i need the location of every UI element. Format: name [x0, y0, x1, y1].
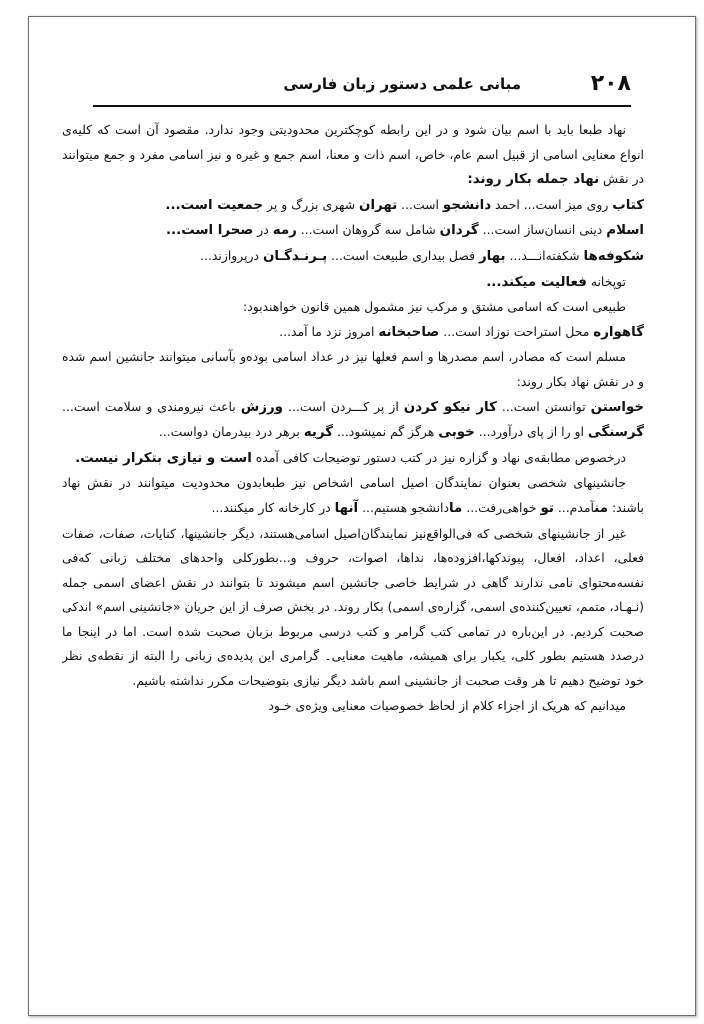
bold-term: گاهواره — [593, 324, 644, 340]
bold-term: نهاد جمله بکار روند: — [467, 172, 600, 188]
bold-term: خوبی — [438, 425, 475, 441]
bold-term: پـرنـدگـان — [263, 248, 328, 264]
paragraph — [62, 471, 644, 521]
bold-term: کتاب — [612, 197, 644, 213]
page-header — [93, 65, 631, 107]
running-title: مبانی علمی دستور زبان فارسی — [283, 75, 521, 93]
text-segment: نهاد طبعا باید با اسم بیان شود و در این رابطه کوچکترین محدودیتی وجود ندارد. مقصود آن است که کلیه‌ی انواع معنایی اسامی از قبیل اسم عام، خاص، اسم ذات و معنا، اسم جمع و غیره و نیز اسامی مفرد و جمع میتوانند در نقش — [62, 122, 644, 187]
body-text — [62, 118, 644, 988]
text-segment: مسلم است که مصادر، اسم مصدرها و اسم فعلها نیز در عداد اسامی بوده‌و بآسانی میتوانند جانشین اسم شده و در نقش نهاد بکار روند: — [62, 349, 644, 389]
bold-term: صحرا است... — [165, 223, 254, 239]
text-segment: امروز نزد ما آمد... — [279, 323, 379, 339]
bold-term: است و نیازی بتکرار نیست. — [75, 450, 252, 466]
text-segment: است... — [397, 196, 443, 212]
paragraph — [62, 694, 644, 719]
text-segment: دینی انسان‌ساز است... — [478, 222, 607, 238]
bold-term: آنها — [334, 500, 359, 516]
bold-term: تهران — [359, 197, 398, 213]
bold-term: فعالیت میکند... — [486, 274, 587, 290]
text-segment: دانشجو هستیم... — [358, 499, 450, 515]
text-segment: درخصوص مطابقه‌ی نهاد و گزاره نیز در کتب دستور توضیحات کافی آمده — [251, 449, 626, 465]
paragraph — [62, 118, 644, 193]
example-line — [62, 218, 644, 244]
text-segment: برهر درد بیدرمان دواست... — [158, 424, 304, 440]
text-segment: روی میز است... احمد — [491, 196, 613, 212]
bold-term: ورزش — [240, 399, 283, 415]
text-segment: فصل بیداری طبیعت است... — [327, 247, 479, 263]
text-segment: درپروازند... — [200, 247, 263, 263]
example-line — [62, 193, 644, 219]
text-segment: در — [253, 222, 273, 238]
text-segment: توانستن است... — [496, 398, 591, 414]
bold-term: دانشجو — [442, 197, 492, 213]
text-segment: جانشینهای شخصی بعنوان نمایندگان اصیل اسامی اشخاص نیز طبعابدون محدودیت میتوانند در نقش نهاد باشند: — [62, 475, 644, 515]
bold-term: صاحبخانه — [378, 324, 440, 340]
bold-term: رمه — [272, 223, 297, 239]
text-segment: شکفته‌انـــد... — [505, 247, 584, 263]
bold-term: شکوفه‌ها — [583, 248, 644, 264]
example-line — [62, 244, 644, 270]
paragraph — [62, 446, 644, 472]
paragraph — [62, 270, 644, 296]
text-segment: طبیعی است که اسامی مشتق و مرکب نیز مشمول همین قانون خواهندبود: — [243, 299, 626, 315]
text-segment: میدانیم که هریک از اجزاء کلام از لحاظ خصوصیات معنایی ویژه‌ی خـود — [268, 697, 626, 713]
text-segment: توپخانه — [586, 273, 626, 289]
page-number: ۲۰۸ — [590, 71, 631, 96]
bold-term: گردان — [439, 223, 479, 239]
bold-term: گرسنگی — [587, 425, 644, 441]
bold-term: من — [594, 500, 609, 516]
bold-term: گریه — [303, 425, 334, 441]
text-segment: در کارخانه کار میکنند... — [211, 499, 335, 515]
paragraph — [62, 295, 644, 320]
text-segment: غیر از جانشینهای شخصی که فی‌الواقع‌نیز نمایندگان‌اصیل اسامی‌هستند، دیگر جانشینها، کنایات، صفات، صفات فعلی، اعداد، افعال، پیوندکها،افزوده‌ها، ندا‌ها، اصوات، حروف و...بطورکلی واحدهای مختلف زبانی که‌فی نفسه‌محتوای نامی ندارند گاهی در شرایط خاصی جانشین اسم میشوند تا بتوانند در نقش اعضای اسمی جمله (نـهـاد، متمم، تعیین‌کننده‌ی اسمی، گزاره‌ی اسمی) بکار روند. در بخش صرف از این جریان «جانشینی اسم» اندکی صحبت کردیم. در این‌باره در تمامی کتب گرامر و کتب درسی مربوط بزبان صحبت شده است. اما در اینجا ما درصدد هستیم بطور کلی، یکبار برای همیشه، ماهیت معنایی۔ گرامری این پدیده‌ی زبانی را البته از نقطه‌ی نظر خود توضیح دهیم تا هر وقت صحبت از جانشینی اسم باشد دیگر نیازی بتوضیحات مکرر نداشته باشیم. — [62, 525, 644, 689]
text-segment: شامل سه گروهان است... — [296, 222, 440, 238]
bold-term: جمعیت است... — [165, 197, 264, 213]
text-segment: شهری بزرگ و پر — [263, 196, 360, 212]
text-segment: هرگز گم نمیشود... — [333, 424, 439, 440]
text-segment: آمدم... — [553, 499, 595, 515]
bold-term: کار نیکو کردن — [403, 399, 497, 415]
example-line — [62, 395, 644, 446]
bold-term: ما — [449, 500, 463, 516]
bold-term: اسلام — [606, 223, 644, 239]
paragraph — [62, 345, 644, 394]
text-segment: محل استراحت نوزاد است... — [439, 323, 594, 339]
bold-term: خواستن — [590, 399, 644, 415]
bold-term: تو — [540, 500, 554, 516]
bold-term: بهار — [478, 248, 506, 264]
paragraph — [62, 522, 644, 694]
example-line — [62, 320, 644, 346]
text-segment: خواهی‌رفت... — [462, 499, 541, 515]
text-segment: از پر کـــردن است... — [283, 398, 404, 414]
text-segment: باعث نیرومندی و سلامت است... — [62, 398, 241, 414]
text-segment: او را از پای درآورد... — [474, 424, 588, 440]
